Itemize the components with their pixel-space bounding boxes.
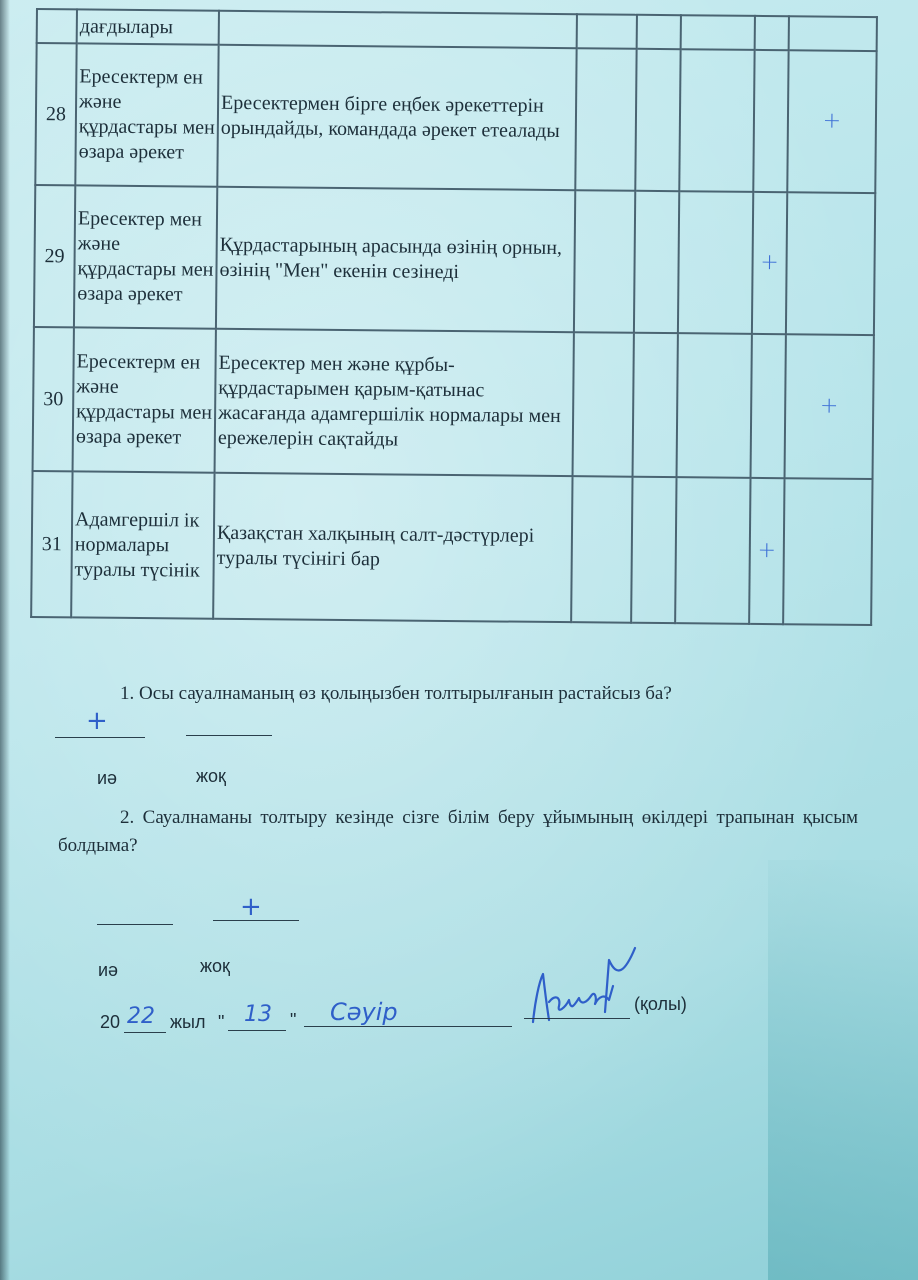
survey-table xyxy=(30,8,878,626)
answer-line-no xyxy=(186,735,272,736)
mark-cell xyxy=(633,333,678,477)
page-edge-shadow xyxy=(0,0,10,1280)
mark-cell xyxy=(637,15,681,49)
criterion-cell: Адамгершіл ік нормалары туралы түсінік xyxy=(71,471,214,618)
indicator-cell: Қазақстан халқының салт-дәстүрлері туралы түсінігі бар xyxy=(213,473,572,622)
num-cell xyxy=(37,9,77,43)
row-number: 28 xyxy=(35,43,76,185)
year-prefix: 20 xyxy=(100,1012,121,1032)
mark-cell xyxy=(786,192,875,335)
mark-cell xyxy=(755,16,789,50)
answer-line-yes xyxy=(55,737,145,738)
mark-cell xyxy=(679,49,754,192)
mark-cell xyxy=(783,478,872,625)
mark-cell xyxy=(787,50,876,193)
table-row xyxy=(34,185,875,335)
mark-cell xyxy=(631,477,676,623)
day-line xyxy=(228,1030,286,1031)
year-word: жыл xyxy=(170,1012,206,1032)
mark-cell xyxy=(675,477,750,624)
mark-cell xyxy=(635,49,680,191)
row-number: 31 xyxy=(31,471,72,617)
indicator-cell: Құрдастарының арасында өзінің орнын, өзінің "Мен" екенін сезінеді xyxy=(216,187,575,332)
criterion-cell: Ересектерм ен және құрдастары мен өзара әрекет xyxy=(75,43,218,186)
handwritten-plus-mark: + xyxy=(760,249,779,276)
mark-cell xyxy=(749,478,784,624)
mark-cell xyxy=(575,48,636,191)
handwritten-day: 13 xyxy=(244,1002,272,1027)
question-2-text: 2. Сауалнаманы толтыру кезінде сізге білім беру ұйымының өкілдері трапынан қысым болдыма? xyxy=(58,807,858,856)
mark-cell xyxy=(634,191,679,333)
mark-cell xyxy=(573,332,634,477)
mark-cell xyxy=(753,50,788,192)
row-number: 30 xyxy=(33,327,74,471)
mark-cell xyxy=(571,476,632,623)
indicator-cell xyxy=(219,11,577,48)
corner-shadow xyxy=(768,860,918,1280)
signature-label: (қолы) xyxy=(634,994,687,1014)
no-label: жоқ xyxy=(196,766,226,786)
answer-line-no xyxy=(213,920,299,921)
mark-cell xyxy=(574,190,635,333)
table-row xyxy=(35,43,876,193)
criterion-cell: Ересектерм ен және құрдастары мен өзара әрекет xyxy=(73,327,216,472)
signature-line xyxy=(524,1018,630,1019)
mark-cell xyxy=(678,191,753,334)
row-number: 29 xyxy=(34,185,75,327)
handwritten-plus-mark: + xyxy=(819,393,839,419)
month-line xyxy=(304,1026,512,1027)
indicator-cell: Ересектермен бірге еңбек әрекеттерін орындайды, командада әрекет етеалады xyxy=(217,45,576,190)
mark-cell xyxy=(752,192,787,334)
table-row xyxy=(31,471,872,625)
mark-cell xyxy=(577,14,637,49)
mark-cell xyxy=(785,334,874,479)
criterion-cell: Ересектер мен және құрдастары мен өзара әрекет xyxy=(74,185,217,328)
year-line xyxy=(124,1032,166,1033)
indicator-cell: Ересектер мен және құрбы-құрдастарымен қарым-қатынас жасағанда адамгершілік нормалары мен ережелерін сақтайды xyxy=(215,329,574,476)
handwritten-plus-mark: + xyxy=(86,706,108,736)
quote-close: " xyxy=(290,1010,297,1030)
mark-cell xyxy=(751,334,786,478)
handwritten-plus-mark: + xyxy=(822,108,842,134)
mark-cell xyxy=(681,15,755,50)
criterion-cell: дағдылары xyxy=(77,9,219,44)
table-row xyxy=(33,327,874,479)
mark-cell xyxy=(677,333,752,478)
handwritten-year: 22 xyxy=(127,1004,155,1029)
handwritten-plus-mark: + xyxy=(757,537,777,564)
handwritten-month: Сәуір xyxy=(330,998,398,1026)
yes-label: иә xyxy=(98,960,119,980)
handwritten-plus-mark: + xyxy=(240,892,262,922)
answer-line-yes xyxy=(97,924,173,925)
yes-label: иә xyxy=(97,768,118,788)
no-label: жоқ xyxy=(200,956,230,976)
mark-cell xyxy=(789,16,877,51)
question-1-text: 1. Осы сауалнаманың өз қолыңызбен толтырылғанын растайсыз ба? xyxy=(120,683,672,704)
quote-open: " xyxy=(218,1012,225,1032)
